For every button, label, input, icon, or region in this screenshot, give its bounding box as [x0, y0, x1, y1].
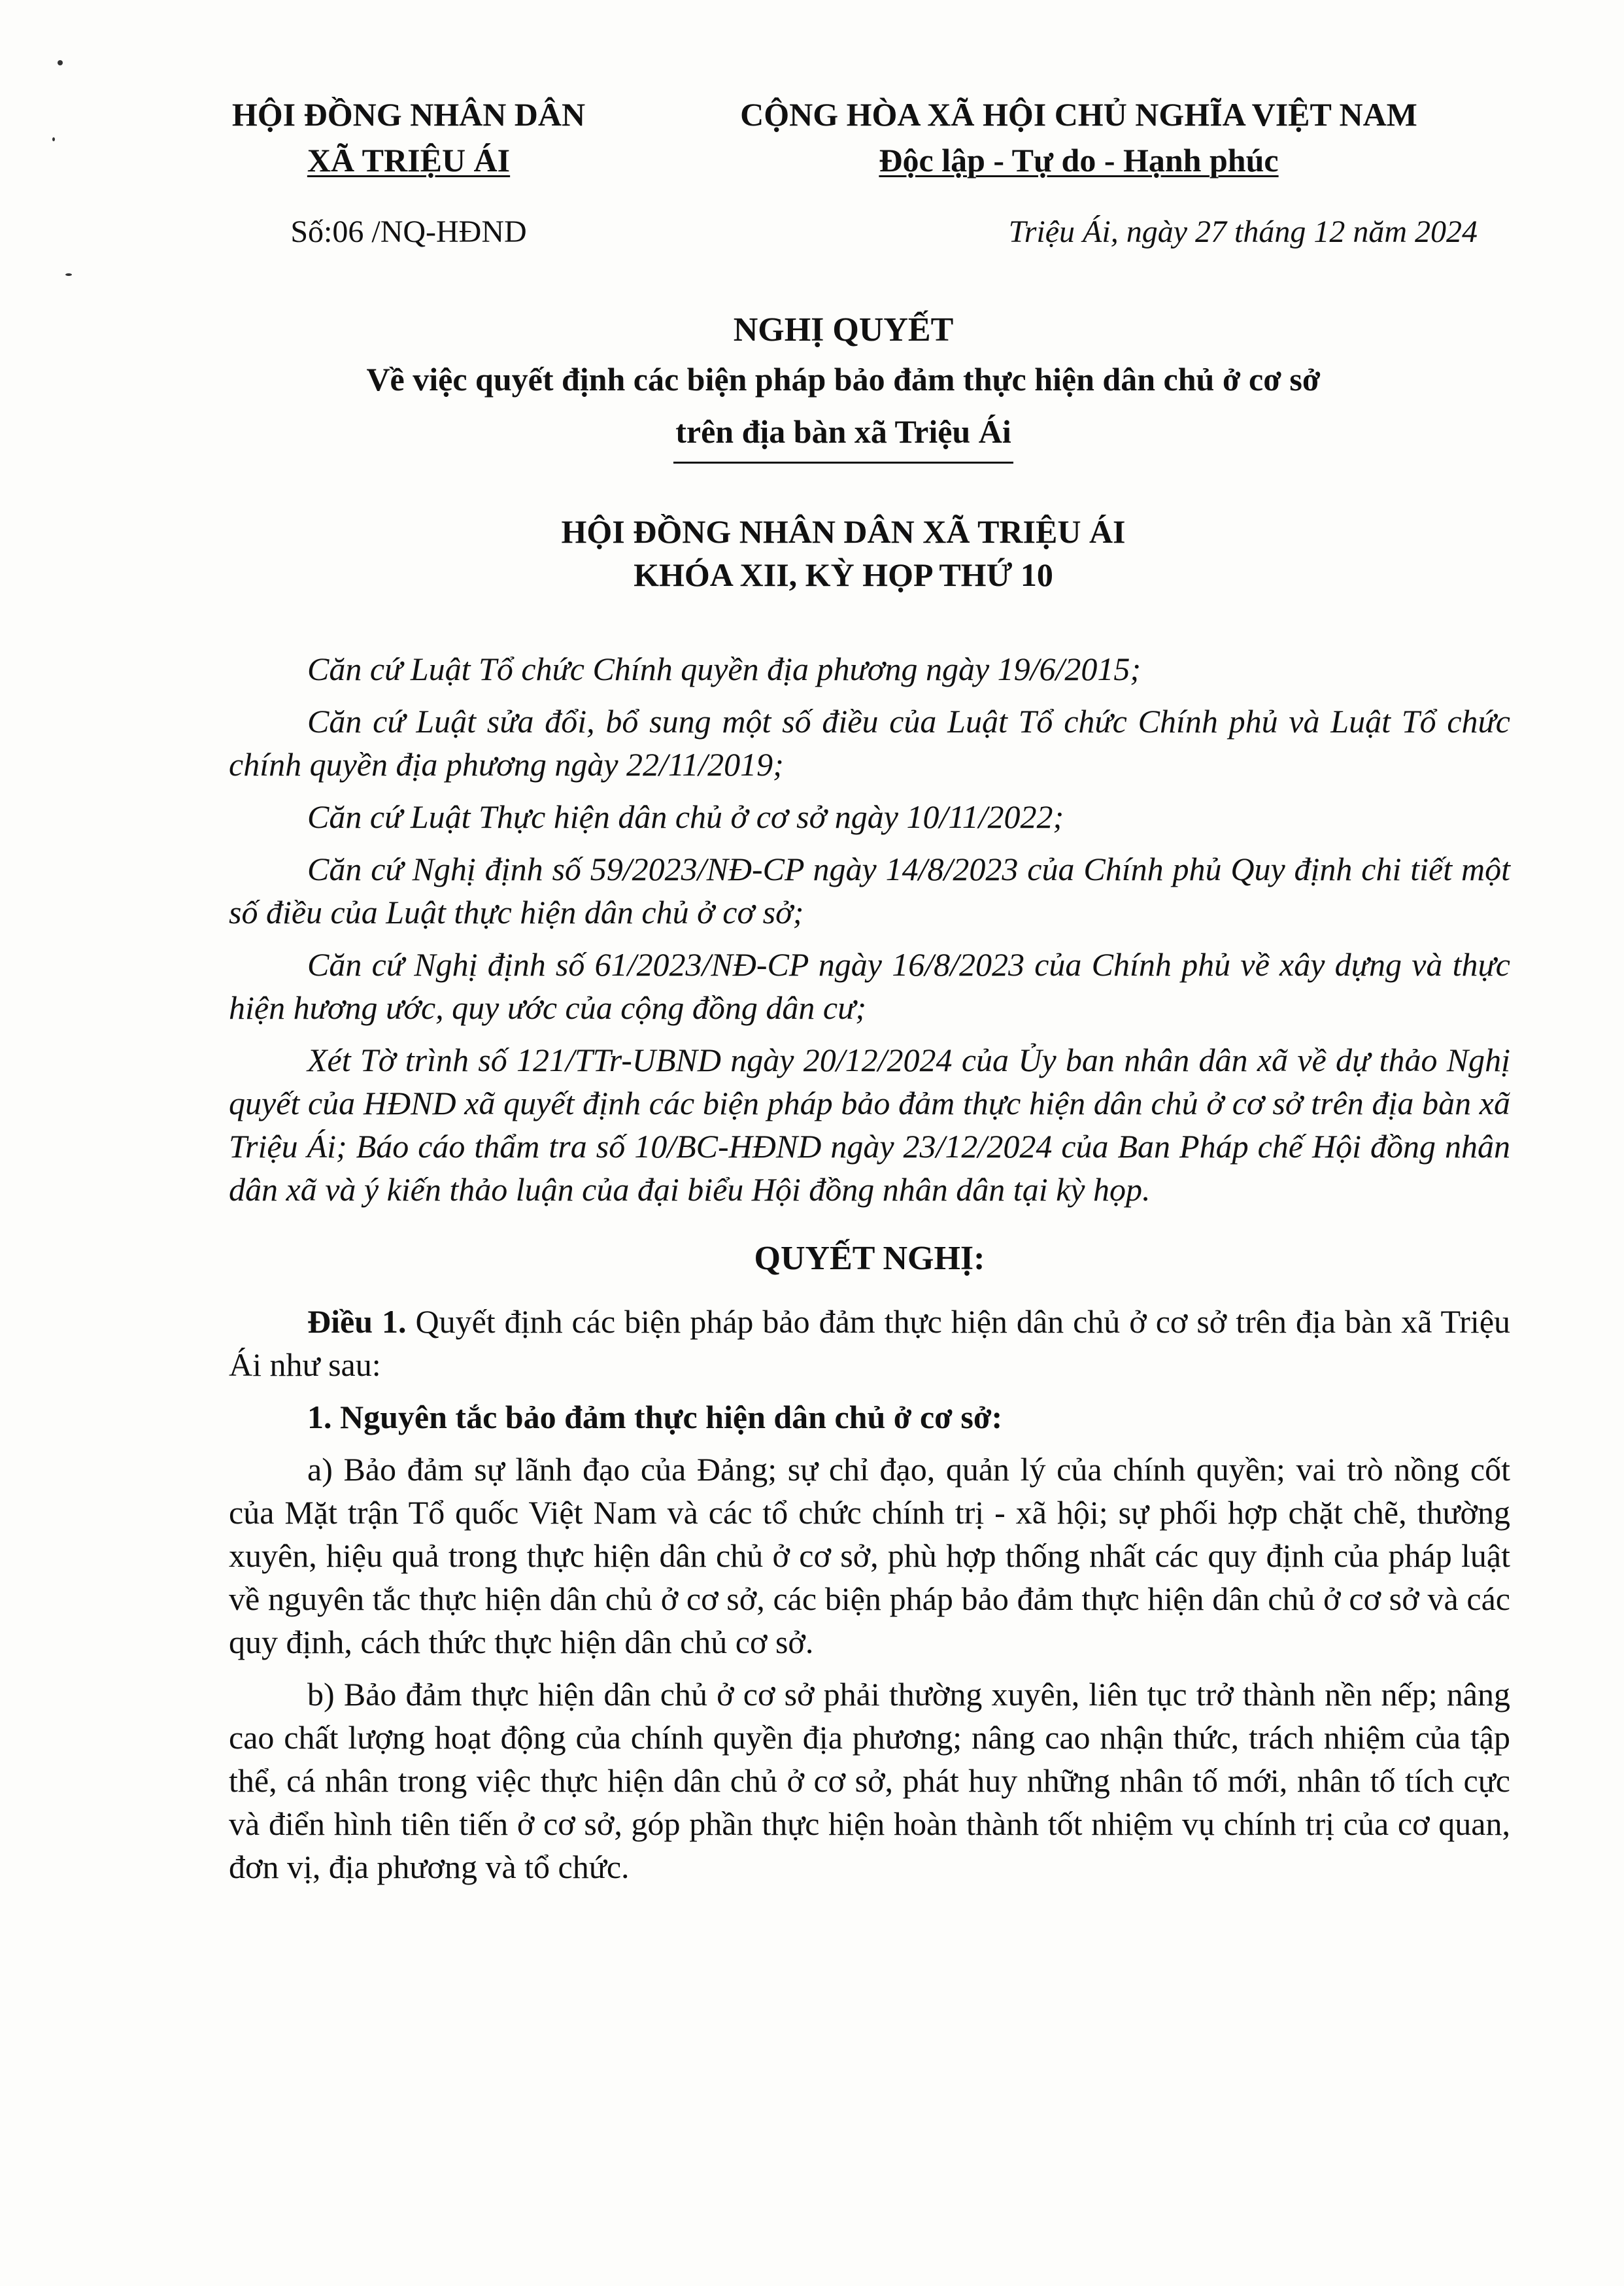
decision-heading: QUYẾT NGHỊ: [754, 1240, 985, 1277]
article-1 [229, 1300, 1510, 1386]
legal-basis-item: Căn cứ Luật Thực hiện dân chủ ở cơ sở ngày 10/11/2022; [307, 798, 1064, 835]
document-subject-line2: trên địa bàn xã Triệu Ái [675, 413, 1011, 450]
title-block [196, 307, 1491, 464]
motto: Độc lập - Tự do - Hạnh phúc [879, 142, 1279, 179]
title-divider [673, 462, 1013, 464]
item-b: b) Bảo đảm thực hiện dân chủ ở cơ sở phải thường xuyên, liên tục trở thành nền nếp; nâng cao chất lượng hoạt động của chính quyền địa phương; nâng cao nhận thức, trách nhiệm của tập thể, cá nhân trong việc thực hiện dân chủ ở cơ sở, phát huy những nhân tố mới, nhân tố tích cực và điển hình tiên tiến ở cơ sở, góp phần thực hiện hoàn thành tốt nhiệm vụ chính trị của cơ quan, đơn vị, địa phương và tổ chức. [229, 1676, 1510, 1885]
legal-basis-item: Căn cứ Nghị định số 59/2023/NĐ-CP ngày 14/8/2023 của Chính phủ Quy định chi tiết một số điều của Luật thực hiện dân chủ ở cơ sở; [229, 851, 1510, 930]
article-1-text: Quyết định các biện pháp bảo đảm thực hiện dân chủ ở cơ sở trên địa bàn xã Triệu Ái như sau: [229, 1303, 1511, 1383]
council-session: KHÓA XII, KỲ HỌP THỨ 10 [634, 556, 1053, 593]
national-motto-block [667, 92, 1491, 183]
document-number: Số:06 /NQ-HĐND [290, 214, 527, 249]
scan-speck [52, 137, 55, 141]
legal-basis-item: Căn cứ Luật sửa đổi, bổ sung một số điều của Luật Tổ chức Chính phủ và Luật Tổ chức chính quyền địa phương ngày 22/11/2019; [229, 703, 1510, 783]
document-type: NGHỊ QUYẾT [733, 311, 954, 349]
item-a: a) Bảo đảm sự lãnh đạo của Đảng; sự chỉ đạo, quản lý của chính quyền; vai trò nồng cốt của Mặt trận Tổ quốc Việt Nam và các tổ chức chính trị - xã hội; sự phối hợp chặt chẽ, thường xuyên, hiệu quả trong thực hiện dân chủ ở cơ sở, phù hợp thống nhất các quy định của pháp luật về nguyên tắc thực hiện dân chủ ở cơ sở, các biện pháp bảo đảm thực hiện dân chủ ở cơ sở và các quy định, cách thức thực hiện dân chủ cơ sở. [229, 1451, 1510, 1660]
legal-basis-item: Xét Tờ trình số 121/TTr-UBND ngày 20/12/2024 của Ủy ban nhân dân xã về dự thảo Nghị quyết của HĐND xã quyết định các biện pháp bảo đảm thực hiện dân chủ ở cơ sở trên địa bàn xã Triệu Ái; Báo cáo thẩm tra số 10/BC-HĐND ngày 23/12/2024 của Ban Pháp chế Hội đồng nhân dân xã và ý kiến thảo luận của đại biểu Hội đồng nhân dân tại kỳ họp. [229, 1042, 1510, 1208]
place-date: Triệu Ái, ngày 27 tháng 12 năm 2024 [1008, 214, 1478, 249]
issuer-block [196, 92, 621, 183]
issuer-name: HỘI ĐỒNG NHÂN DÂN [231, 96, 586, 133]
legal-basis-item: Căn cứ Nghị định số 61/2023/NĐ-CP ngày 16/8/2023 của Chính phủ về xây dựng và thực hiện hương ước, quy ước của cộng đồng dân cư; [229, 946, 1510, 1026]
document-subject-line1: Về việc quyết định các biện pháp bảo đảm thực hiện dân chủ ở cơ sở [366, 361, 1321, 398]
scan-speck [58, 60, 63, 65]
council-name: HỘI ĐỒNG NHÂN DÂN XÃ TRIỆU ÁI [561, 513, 1126, 550]
council-block [196, 510, 1491, 596]
issuer-commune: XÃ TRIỆU ÁI [307, 142, 511, 179]
scan-speck [65, 273, 72, 276]
legal-basis-item: Căn cứ Luật Tổ chức Chính quyền địa phương ngày 19/6/2015; [307, 651, 1142, 687]
article-1-label: Điều 1. [307, 1303, 407, 1340]
document-body [229, 647, 1510, 1898]
section-1-heading: 1. Nguyên tắc bảo đảm thực hiện dân chủ ở cơ sở: [307, 1399, 1003, 1435]
country-name: CỘNG HÒA XÃ HỘI CHỦ NGHĨA VIỆT NAM [740, 96, 1417, 133]
